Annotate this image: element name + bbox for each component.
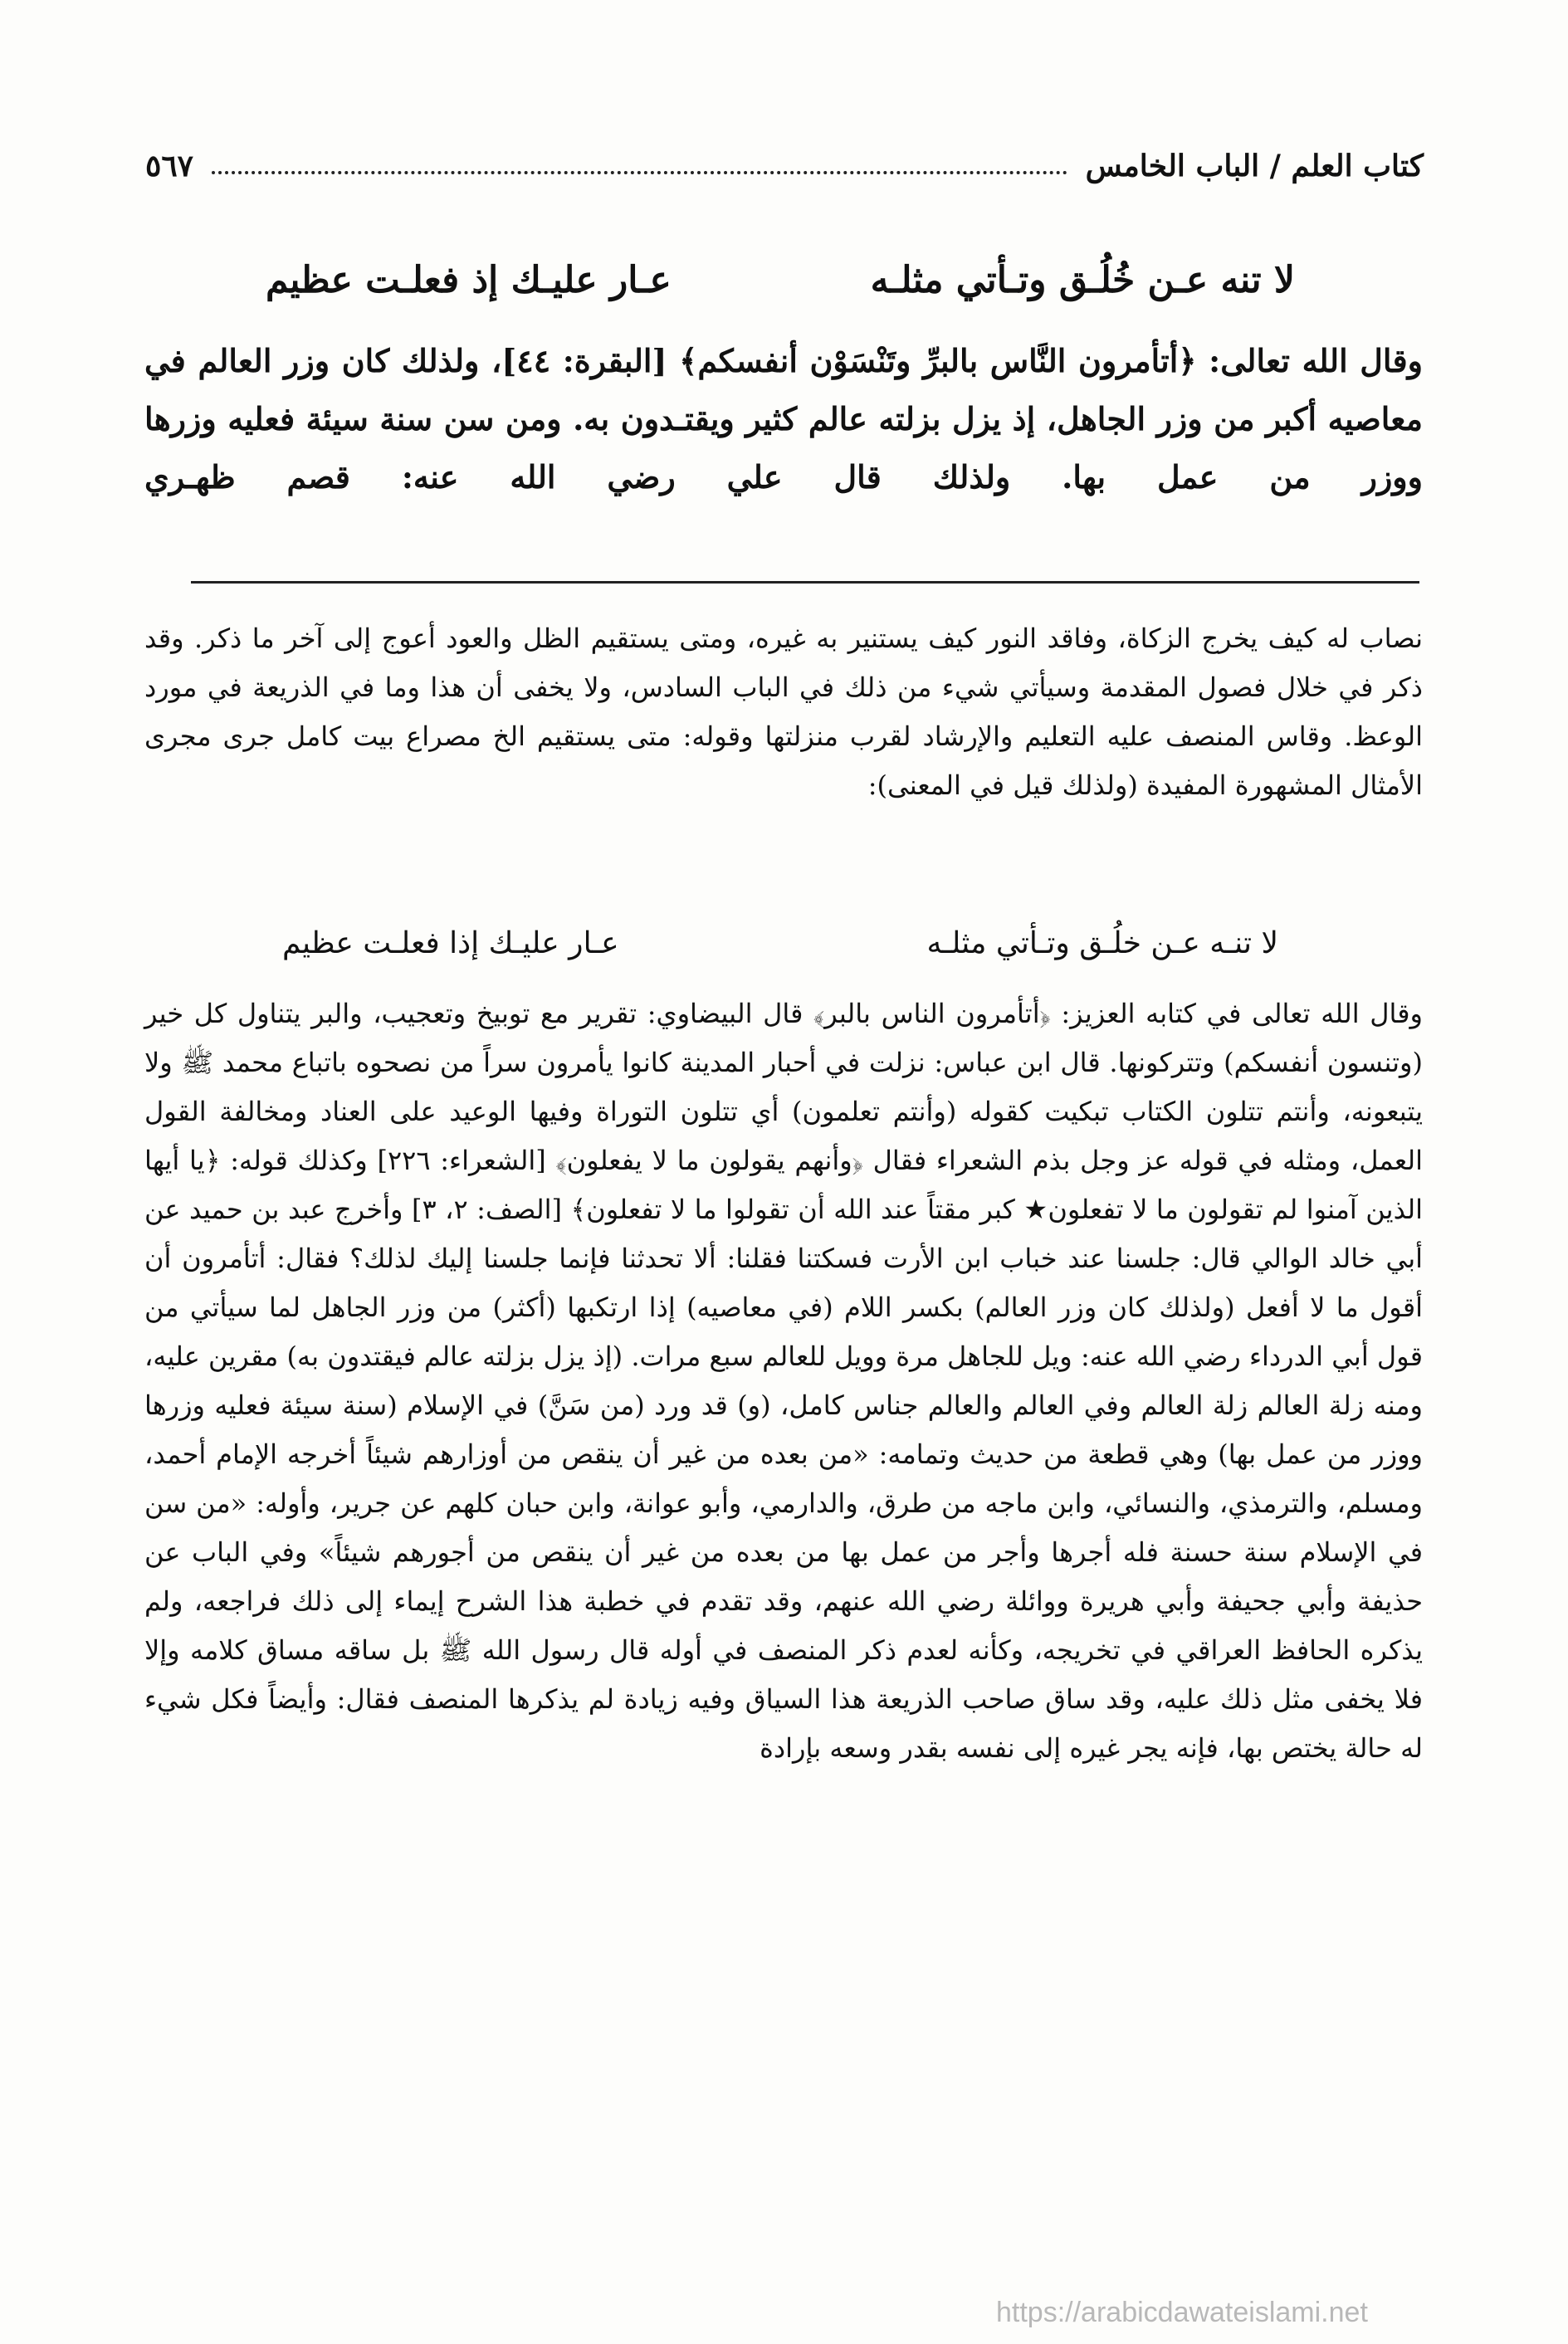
watermark-url: https://arabicdawateislami.net (996, 2297, 1368, 2328)
main-text (144, 332, 1423, 506)
verse-top-second-hemistich: عـار عليـك إذ فعلـت عظيم (266, 259, 672, 301)
main-text-paragraph: وقال الله تعالى: ﴿أتأمرون النَّاس بالبرِّ وتَنْسَوْن أنفسكم﴾ [البقرة: ٤٤]، ولذلك كان وزر العالم في معاصيه أكبر من وزر الجاهل، إذ يزل بزلته عالم كثير ويقتـدون به. ومن سن سنة سيئة فعليه وزرها ووزر من عمل بها. ولذلك قال علي رضي الله عنه: قصم ظهـري (144, 342, 1424, 496)
commentary-part-2 (144, 989, 1423, 1773)
verse-top (266, 259, 1295, 301)
footnote-divider (191, 581, 1419, 584)
commentary-paragraph-2: وقال الله تعالى في كتابه العزيز: ﴿أتأمرون الناس بالبر﴾ قال البيضاوي: تقرير مع توبيخ وتعجيب، والبر يتناول كل خير (وتنسون أنفسكم) وتتركونها. قال ابن عباس: نزلت في أحبار المدينة كانوا يأمرون سراً من نصحوه باتباع محمد ﷺ ولا يتبعونه، وأنتم تتلون الكتاب تبكيت كقوله (وأنتم تعلمون) أي تتلون التوراة وفيها الوعيد على العناد ومخالفة القول العمل، ومثله في قوله عز وجل بذم الشعراء فقال ﴿وأنهم يقولون ما لا يفعلون﴾ [الشعراء: ٢٢٦] وكذلك قوله: ﴿يا أيها الذين آمنوا لم تقولون ما لا تفعلون★ كبر مقتاً عند الله أن تقولوا ما لا تفعلون﴾ [الصف: ٢، ٣] وأخرج عبد بن حميد عن أبي خالد الوالي قال: جلسنا عند خباب ابن الأرت فسكتنا فقلنا: ألا تحدثنا فإنما جلسنا إليك لذلك؟ فقال: أتأمرون أن أقول ما لا أفعل (ولذلك كان وزر العالم) بكسر اللام (في معاصيه) إذا ارتكبها (أكثر) من وزر الجاهل لما سيأتي من قول أبي الدرداء رضي الله عنه: ويل للجاهل مرة وويل للعالم سبع مرات. (إذ يزل بزلته عالم فيقتدون به) مقرين عليه، ومنه زلة العالم زلة العالم وفي العالم والعالم جناس كامل، (و) قد ورد (من سَنَّ) في الإسلام (سنة سيئة فعليه وزرها ووزر من عمل بها) وهي قطعة من حديث وتمامه: «من بعده من غير أن ينقص من أوزارهم شيئاً أخرجه الإمام أحمد، ومسلم، والترمذي، والنسائي، وابن ماجه من طرق، والدارمي، وأبو عوانة، وابن حبان كلهم عن جرير، وأوله: «من سن في الإسلام سنة حسنة فله أجرها وأجر من عمل بها من بعده من غير أن ينقص من أجورهم شيئاً» وفي الباب عن حذيفة وأبي جحيفة وأبي هريرة ووائلة رضي الله عنهم، وقد تقدم في خطبة هذا الشرح إيماء إلى ذلك فراجعه، ولم يذكره الحافظ العراقي في تخريجه، وكأنه لعدم ذكر المنصف في أوله قال رسول الله ﷺ بل ساقه مساق كلامه وإلا فلا يخفى مثل ذلك عليه، وقد ساق صاحب الذريعة هذا السياق وفيه زيادة لم يذكرها المنصف فقال: وأيضاً فكل شيء له حالة يختص بها، فإنه يجر غيره إلى نفسه بقدر وسعه بإرادة (144, 998, 1424, 1764)
page-number: ٥٦٧ (145, 149, 194, 183)
commentary-paragraph-1: نصاب له كيف يخرج الزكاة، وفاقد النور كيف يستنير به غيره، ومتى يستقيم الظل والعود أعوج إلى آخر ما ذكر. وقد ذكر في خلال فصول المقدمة وسيأتي شيء من ذلك في الباب السادس، ولا يخفى أن هذا وما في الذريعة في مورد الوعظ. وقاس المنصف عليه التعليم والإرشاد لقرب منزلتها وقوله: متى يستقيم الخ مصراع بيت كامل جرى مجرى الأمثال المشهورة المفيدة (ولذلك قيل في المعنى): (144, 623, 1423, 801)
running-title: كتاب العلم / الباب الخامس (1085, 149, 1424, 183)
verse-top-first-hemistich: لا تنه عـن خُلُـق وتـأتي مثلـه (870, 259, 1295, 301)
leader-dots (212, 171, 1067, 174)
verse-commentary (282, 926, 1278, 960)
commentary-part-1 (144, 614, 1423, 810)
verse-commentary-first-hemistich: لا تنـه عـن خلُـق وتـأتي مثلـه (926, 926, 1278, 960)
verse-commentary-second-hemistich: عـار عليـك إذا فعلـت عظيم (282, 926, 619, 960)
page-header (145, 141, 1424, 191)
